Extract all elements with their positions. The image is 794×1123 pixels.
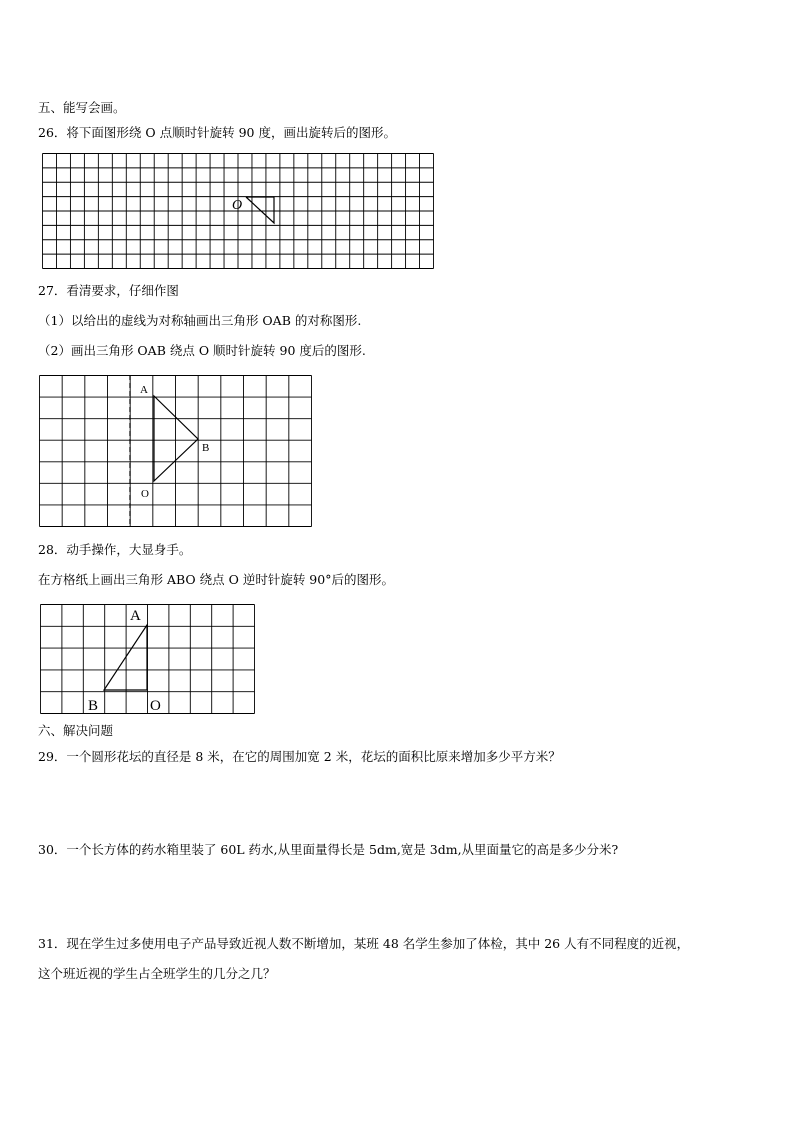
grid-q27 <box>39 375 312 527</box>
question-31-line1: 31．现在学生过多使用电子产品导致近视人数不断增加，某班 48 名学生参加了体检，其中 26 人有不同程度的近视， <box>38 936 690 951</box>
question-27-sub1: （1）以给出的虚线为对称轴画出三角形 OAB 的对称图形. <box>38 313 362 328</box>
question-28-instruction: 在方格纸上画出三角形 ABO 绕点 O 逆时针旋转 90°后的图形。 <box>38 572 394 587</box>
q28-label-b: B <box>88 698 99 714</box>
q27-label-b: B <box>202 442 210 454</box>
triangle-oab <box>154 396 198 481</box>
question-31-line2: 这个班近视的学生占全班学生的几分之几？ <box>38 966 276 981</box>
question-26: 26．将下面图形绕 O 点顺时针旋转 90 度，画出旋转后的图形。 <box>38 125 396 140</box>
question-27-sub2: （2）画出三角形 OAB 绕点 O 顺时针旋转 90 度后的图形. <box>38 343 366 358</box>
q26-point-o-label: O <box>232 198 243 213</box>
question-27: 27．看清要求，仔细作图 <box>38 283 179 298</box>
q28-label-o: O <box>150 698 161 714</box>
grid-q28 <box>40 604 255 714</box>
q26-figure <box>246 197 274 223</box>
section5-heading: 五、能写会画。 <box>38 100 126 115</box>
q27-label-o: O <box>141 488 149 500</box>
grid-q26 <box>42 153 434 269</box>
question-29: 29．一个圆形花坛的直径是 8 米，在它的周围加宽 2 米，花坛的面积比原来增加多少平方米？ <box>38 749 561 764</box>
triangle-abo <box>104 625 147 690</box>
q28-label-a: A <box>130 608 141 624</box>
q27-label-a: A <box>140 384 148 396</box>
question-28: 28．动手操作，大显身手。 <box>38 542 192 557</box>
section6-heading: 六、解决问题 <box>38 723 114 738</box>
question-30: 30．一个长方体的药水箱里装了 60L 药水,从里面量得长是 5dm,宽是 3dm,从里面量它的高是多少分米? <box>38 842 619 857</box>
